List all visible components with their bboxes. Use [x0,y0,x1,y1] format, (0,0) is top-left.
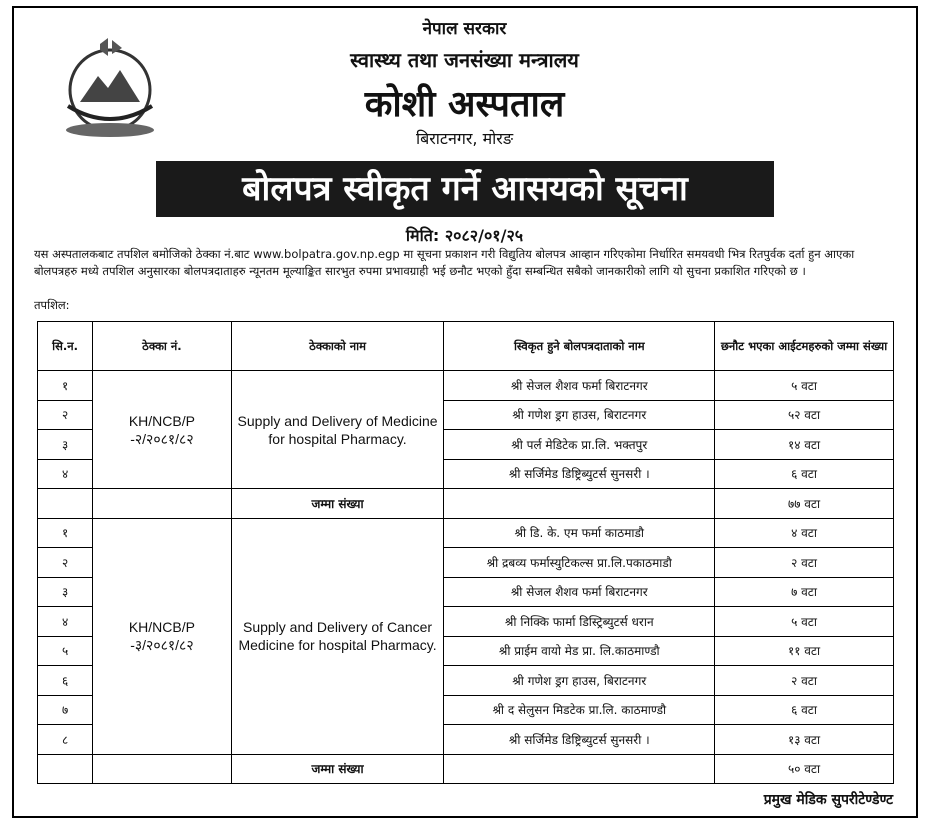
total-row [38,754,894,784]
count-cell: २ वटा [715,666,894,696]
notice-title-banner: बोलपत्र स्वीकृत गर्ने आसयको सूचना [156,161,774,217]
total-label: जम्मा संख्या [231,754,444,784]
vendor-cell: श्री प्राईम वायो मेड प्रा. लि.काठमाण्डौ [444,636,715,666]
row-sn: १ [38,371,93,401]
row-sn: ३ [38,430,93,460]
vendor-cell: श्री निक्कि फार्मा डिस्ट्रिब्युटर्स धरान [444,607,715,637]
vendor-cell: श्री गणेश ड्रग हाउस, बिराटनगर [444,666,715,696]
row-sn: ६ [38,666,93,696]
table-row [38,518,894,548]
row-sn: १ [38,518,93,548]
count-cell: ६ वटा [715,695,894,725]
signatory-title: प्रमुख मेडिक सुपरीटेण्डेण्ट [763,792,893,808]
header-contract-name: ठेक्काको नाम [231,322,444,371]
vendor-cell: श्री सर्जिमेड डिष्ट्रिब्युटर्स सुनसरी । [444,725,715,755]
total-count: ५० वटा [715,754,894,784]
award-table [37,321,894,784]
vendor-cell: श्री सेजल शैशव फर्मा बिराटनगर [444,577,715,607]
contract-no-cell: KH/NCB/P -२/२०८१/८२ [93,371,231,489]
count-cell: ५२ वटा [715,400,894,430]
row-sn: ३ [38,577,93,607]
count-cell: २ वटा [715,548,894,578]
total-count: ७७ वटा [715,489,894,519]
count-cell: १३ वटा [715,725,894,755]
count-cell: १४ वटा [715,430,894,460]
total-row [38,489,894,519]
contract-no-cell: KH/NCB/P -३/२०८१/८२ [93,518,231,754]
header-sn: सि.न. [38,322,93,371]
vendor-cell: श्री पर्ल मेडिटेक प्रा.लि. भक्तपुर [444,430,715,460]
vendor-cell: श्री सर्जिमेड डिष्ट्रिब्युटर्स सुनसरी । [444,459,715,489]
header-vendor: स्विकृत हुने बोलपत्रदाताको नाम [444,322,715,371]
row-sn: २ [38,548,93,578]
count-cell: ४ वटा [715,518,894,548]
notice-date: मिति: २०८२/०१/२५ [405,226,524,245]
contract-name-cell: Supply and Delivery of Cancer Medicine for hospital Pharmacy. [231,518,444,754]
row-sn: २ [38,400,93,430]
count-cell: ११ वटा [715,636,894,666]
vendor-cell: श्री द्रबव्य फर्मास्युटिकल्स प्रा.लि.पकाठमाडौ [444,548,715,578]
hospital-location: बिराटनगर, मोरङ [415,129,514,148]
vendor-cell: श्री गणेश ड्रग हाउस, बिराटनगर [444,400,715,430]
table-header-row [38,322,894,371]
count-cell: ६ वटा [715,459,894,489]
row-sn: ४ [38,607,93,637]
count-cell: ५ वटा [715,371,894,401]
contract-name-cell: Supply and Delivery of Medicine for hospital Pharmacy. [231,371,444,489]
count-cell: ७ वटा [715,577,894,607]
ministry-title: स्वास्थ्य तथा जनसंख्या मन्त्रालय [350,48,579,72]
row-sn: ४ [38,459,93,489]
vendor-cell: श्री डि. के. एम फर्मा काठमाडौ [444,518,715,548]
header-item-count: छनौट भएका आईटमहरुको जम्मा संख्या [715,322,894,371]
intro-paragraph: यस अस्पतालकबाट तपशिल बमोजिको ठेक्का नं.बाट www.bolpatra.gov.np.egp मा सूचना प्रकाशन गरी विद्युतिय बोलपत्र आव्हान गरिएकोमा निर्धारित समयवधी भित्र रितपुर्वक दर्ता हुन आएका बोलपत्रहरु मध्ये तपशिल अनुसारका बोलपत्रदाताहरु न्यूनतम मूल्याङ्कित सारभुत रुपमा प्रभावग्राही भई छनौट भएको हुँदा सम्बन्धित सबैको जानकारीको लागि यो सुचना प्रकाशित गरिएको छ । [34,247,855,278]
row-sn: ५ [38,636,93,666]
government-title: नेपाल सरकार [422,19,507,39]
vendor-cell: श्री द सेलुसन मिडटेक प्रा.लि. काठमाण्डौ [444,695,715,725]
count-cell: ५ वटा [715,607,894,637]
header-contract-no: ठेक्का नं. [93,322,231,371]
vendor-cell: श्री सेजल शैशव फर्मा बिराटनगर [444,371,715,401]
row-sn: ७ [38,695,93,725]
total-label: जम्मा संख्या [231,489,444,519]
hospital-title: कोशी अस्पताल [364,84,565,125]
row-sn: ८ [38,725,93,755]
table-row [38,371,894,401]
details-label: तपशिल: [34,298,70,312]
